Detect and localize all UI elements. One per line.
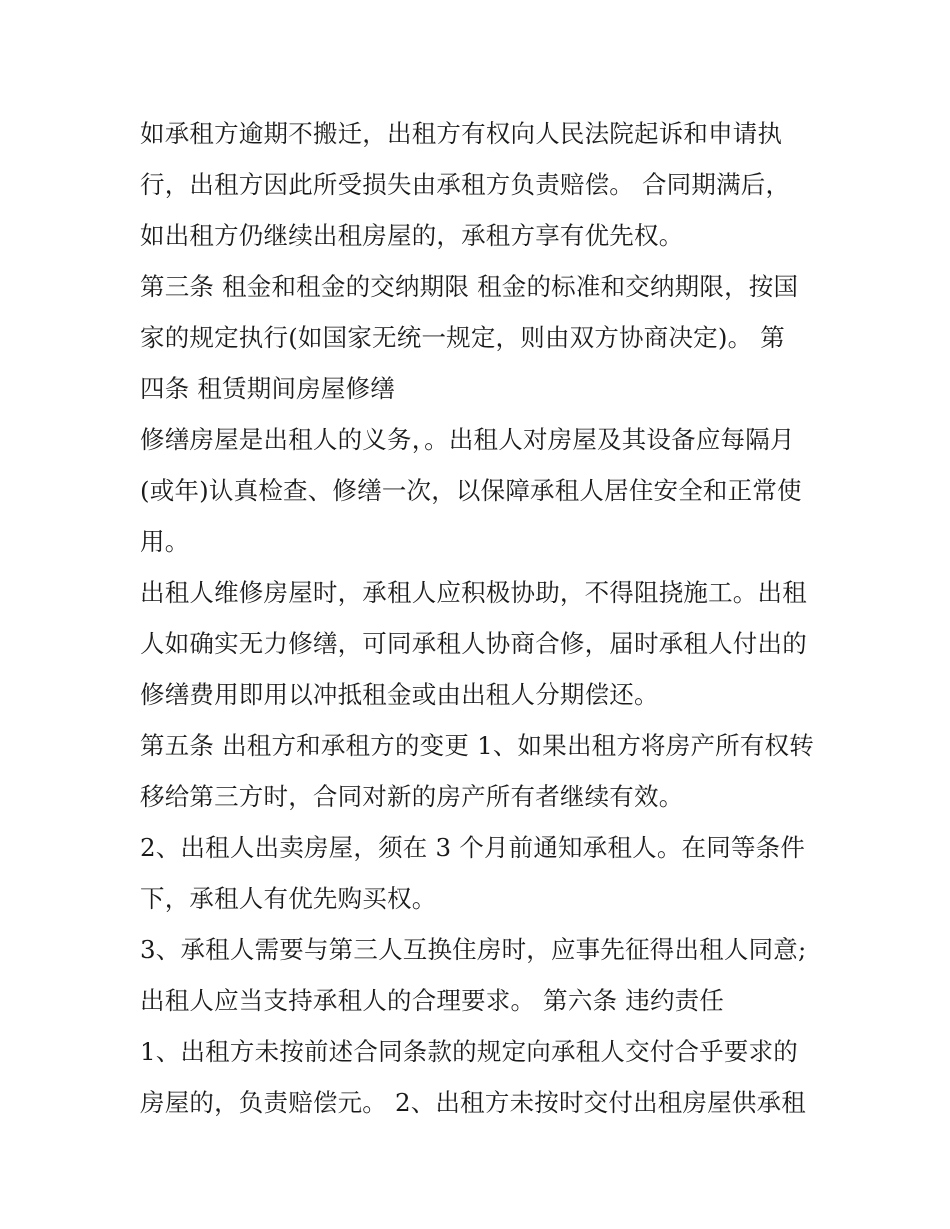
text-line: 如承租方逾期不搬迁，出租方有权向人民法院起诉和申请执: [140, 119, 783, 148]
text-line: 出租人维修房屋时，承租人应积极协助，不得阻挠施工。出租: [140, 578, 807, 607]
text-line: 3、承租人需要与第三人互换住房时，应事先征得出租人同意;: [140, 935, 807, 964]
text-line: 第三条 租金和租金的交纳期限 租金的标准和交纳期限，按国: [140, 272, 799, 301]
text-line: 修缮房屋是出租人的义务，。出租人对房屋及其设备应每隔月: [140, 425, 795, 454]
text-line: 如出租方仍继续出租房屋的，承租方享有优先权。: [140, 221, 684, 250]
text-line: 人如确实无力修缮，可同承租人协商合修，届时承租人付出的: [140, 629, 807, 658]
text-line: 下，承租人有优先购买权。: [140, 884, 437, 913]
text-line: 第五条 出租方和承租方的变更 1、如果出租方将房产所有权转: [140, 731, 814, 760]
text-line: 出租人应当支持承租人的合理要求。 第六条 违约责任: [140, 986, 725, 1015]
text-line: 修缮费用即用以冲抵租金或由出租人分期偿还。: [140, 680, 659, 709]
text-line: 用。: [140, 527, 190, 556]
text-line: 房屋的，负责赔偿元。 2、出租方未按时交付出租房屋供承租: [140, 1088, 806, 1117]
text-line: 移给第三方时，合同对新的房产所有者继续有效。: [140, 782, 684, 811]
text-line: 1、出租方未按前述合同条款的规定向承租人交付合乎要求的: [140, 1037, 798, 1066]
text-line: 行，出租方因此所受损失由承租方负责赔偿。 合同期满后，: [140, 170, 791, 199]
text-line: (或年)认真检查、修缮一次，以保障承租人居住安全和正常使: [140, 476, 802, 505]
contract-text-body: [140, 108, 820, 1128]
text-line: 2、出租人出卖房屋，须在 3 个月前通知承租人。在同等条件: [140, 833, 806, 862]
text-line: 家的规定执行(如国家无统一规定，则由双方协商决定)。 第: [140, 323, 786, 352]
text-line: 四条 租赁期间房屋修缮: [140, 374, 395, 403]
